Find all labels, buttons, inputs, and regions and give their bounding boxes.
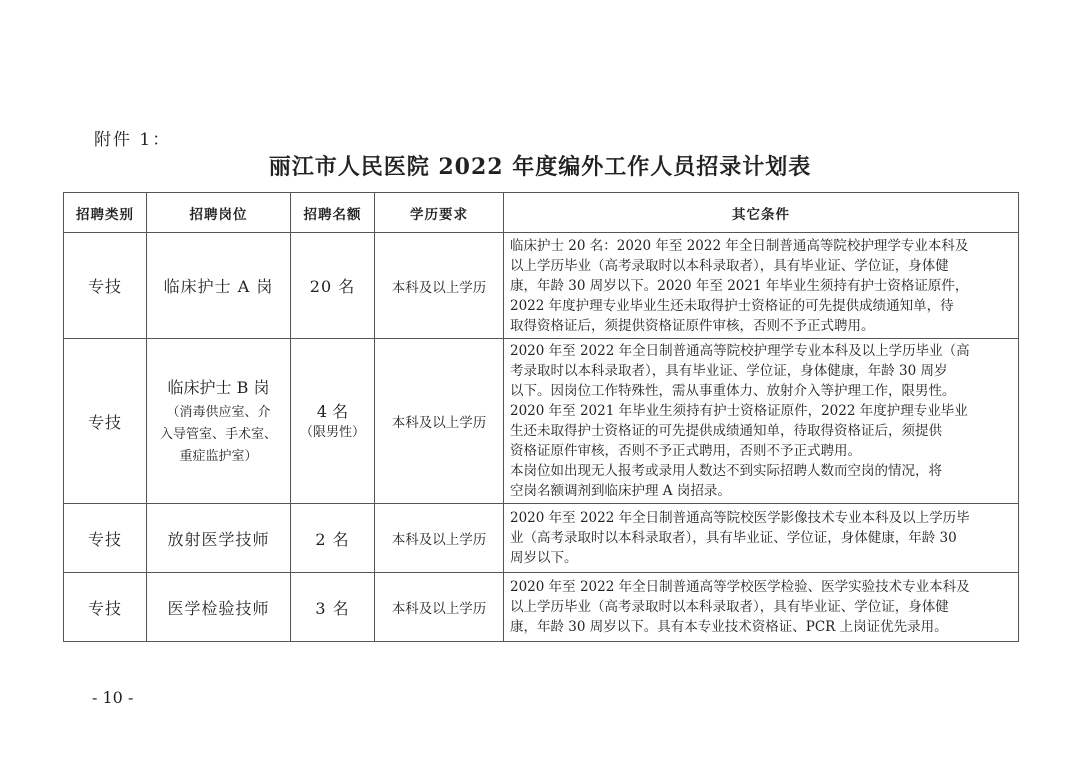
- header-quota: 招聘名额: [291, 193, 375, 233]
- cell-position: [147, 339, 291, 504]
- quota-value: 4 名: [316, 401, 349, 421]
- cell-conditions: [504, 339, 1019, 504]
- position-note: 入导管室、手术室、: [159, 426, 277, 442]
- condition-line: 周岁以下。: [510, 550, 578, 566]
- table-header-row: [64, 193, 1019, 233]
- condition-line: 2020 年至 2022 年全日制普通高等学校医学检验、医学实验技术专业本科及: [510, 579, 970, 595]
- condition-line: 2020 年至 2022 年全日制普通高等院校护理学专业本科及以上学历毕业（高: [510, 343, 970, 359]
- attachment-label: 附件 1：: [94, 130, 172, 150]
- cell-education: 本科及以上学历: [375, 233, 504, 339]
- position-note: （消毒供应室、介: [166, 404, 271, 420]
- cell-education: 本科及以上学历: [375, 339, 504, 504]
- condition-line: 康，年龄 30 周岁以下。2020 年至 2021 年毕业生须持有护士资格证原件，: [510, 277, 969, 294]
- condition-line: 2020 年至 2022 年全日制普通高等院校医学影像技术专业本科及以上学历毕: [510, 510, 970, 526]
- cell-category: 专技: [64, 573, 147, 642]
- cell-position: 医学检验技师: [147, 573, 291, 642]
- cell-quota: 20 名: [291, 233, 375, 339]
- header-conditions: 其它条件: [504, 193, 1019, 233]
- header-education: 学历要求: [375, 193, 504, 233]
- cell-quota: 3 名: [291, 573, 375, 642]
- position-note: 重症监护室）: [179, 448, 258, 464]
- table-row: [64, 573, 1019, 642]
- condition-line: 临床护士 20 名：2020 年至 2022 年全日制普通高等院校护理学专业本科及: [510, 237, 969, 254]
- quota-note: （限男性）: [299, 424, 365, 440]
- cell-conditions: [504, 573, 1019, 642]
- position-name: 临床护士 B 岗: [167, 377, 270, 397]
- cell-conditions: [504, 504, 1019, 573]
- cell-position: 放射医学技师: [147, 504, 291, 573]
- cell-education: 本科及以上学历: [375, 504, 504, 573]
- table-row: [64, 504, 1019, 573]
- condition-line: 空岗名额调剂到临床护理 A 岗招录。: [510, 483, 731, 499]
- header-category: 招聘类别: [64, 193, 147, 233]
- condition-line: 考录取时以本科录取者），具有毕业证、学位证，身体健康，年龄 30 周岁: [510, 363, 948, 379]
- condition-line: 生还未取得护士资格证的可先提供成绩通知单，待取得资格证后，须提供: [510, 423, 942, 439]
- cell-quota: 2 名: [291, 504, 375, 573]
- header-position: 招聘岗位: [147, 193, 291, 233]
- cell-education: 本科及以上学历: [375, 573, 504, 642]
- cell-position: 临床护士 A 岗: [147, 233, 291, 339]
- table-row: [64, 233, 1019, 339]
- condition-line: 资格证原件审核，否则不予正式聘用，否则不予正式聘用。: [510, 443, 861, 459]
- cell-conditions: [504, 233, 1019, 339]
- condition-line: 业（高考录取时以本科录取者），具有毕业证、学位证，身体健康，年龄 30: [510, 530, 957, 546]
- recruitment-table: [63, 192, 1019, 642]
- condition-line: 取得资格证后，须提供资格证原件审核，否则不予正式聘用。: [510, 317, 875, 334]
- condition-line: 以下。因岗位工作特殊性，需从事重体力、放射介入等护理工作，限男性。: [510, 383, 956, 399]
- cell-category: 专技: [64, 339, 147, 504]
- document-title: 丽江市人民医院 2022 年度编外工作人员招录计划表: [268, 154, 812, 180]
- condition-line: 2020 年至 2021 年毕业生须持有护士资格证原件，2022 年度护理专业毕业: [510, 403, 968, 419]
- condition-line: 本岗位如出现无人报考或录用人数达不到实际招聘人数而空岗的情况，将: [510, 463, 942, 479]
- table-row: [64, 339, 1019, 504]
- page-number: - 10 -: [92, 688, 134, 707]
- cell-category: 专技: [64, 504, 147, 573]
- condition-line: 以上学历毕业（高考录取时以本科录取者），具有毕业证、学位证，身体健: [510, 257, 949, 274]
- cell-category: 专技: [64, 233, 147, 339]
- condition-line: 以上学历毕业（高考录取时以本科录取者），具有毕业证、学位证，身体健: [510, 599, 949, 615]
- cell-quota: [291, 339, 375, 504]
- condition-line: 康，年龄 30 周岁以下。具有本专业技术资格证、PCR 上岗证优先录用。: [510, 619, 948, 635]
- condition-line: 2022 年度护理专业毕业生还未取得护士资格证的可先提供成绩通知单，待: [510, 297, 954, 314]
